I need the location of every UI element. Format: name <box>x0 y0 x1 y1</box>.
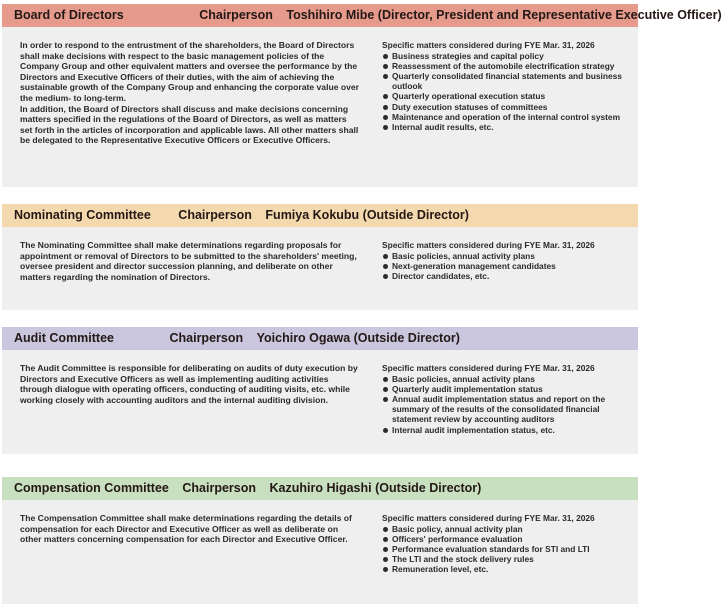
list-item: Reassessment of the automobile electrification strategy <box>382 61 636 71</box>
section-header <box>2 477 638 500</box>
bullet-icon <box>383 397 388 402</box>
specific-matters <box>382 240 636 281</box>
list-item: Basic policies, annual activity plans <box>382 251 636 261</box>
bullet-icon <box>383 254 388 259</box>
description-paragraph: In addition, the Board of Directors shall discuss and make decisions concerning matters specified in the regulations of the Board of Directors, as well as matters set forth in the articles of incorporation and applicable laws. All other matters shall be delegated to the Representative Executive Officers or Executive Officers. <box>20 103 359 146</box>
description-paragraph: The Compensation Committee shall make determinations regarding the details of compensation for each Director and Executive Officer as well as deliberate on other matters concerning compensation for each Director and Executive Officer. <box>20 513 352 545</box>
chairperson-label: Chairperson <box>178 208 252 222</box>
list-item: The LTI and the stock delivery rules <box>382 554 636 564</box>
matters-list <box>382 51 636 132</box>
section-description <box>20 363 360 405</box>
matters-title: Specific matters considered during FYE Mar. 31, 2026 <box>382 40 595 50</box>
specific-matters <box>382 40 636 132</box>
list-item: Performance evaluation standards for STI and LTI <box>382 544 636 554</box>
compensation-committee-section <box>2 477 638 604</box>
matters-title: Specific matters considered during FYE Mar. 31, 2026 <box>382 513 595 523</box>
section-title: Board of Directors <box>14 8 124 22</box>
audit-committee-section <box>2 327 638 454</box>
list-item: Quarterly audit implementation status <box>382 384 636 394</box>
section-header <box>2 204 638 227</box>
list-item: Remuneration level, etc. <box>382 564 636 574</box>
bullet-icon <box>383 64 388 69</box>
matters-title: Specific matters considered during FYE Mar. 31, 2026 <box>382 363 595 373</box>
bullet-icon <box>383 428 388 433</box>
list-item: Annual audit implementation status and report on the summary of the results of the consolidated financial statement review by accounting auditors <box>382 394 636 424</box>
bullet-icon <box>383 125 388 130</box>
section-title: Nominating Committee <box>14 208 151 222</box>
list-item: Duty execution statuses of committees <box>382 102 636 112</box>
description-paragraph: The Nominating Committee shall make determinations regarding proposals for appointment or removal of Directors to be submitted to the shareholders' meeting, oversee president and director succession planning, and deliberate on other matters regarding the nomination of Directors. <box>20 240 357 282</box>
chairperson-label: Chairperson <box>199 8 273 22</box>
chairperson-label: Chairperson <box>169 331 244 345</box>
list-item: Basic policy, annual activity plan <box>382 524 636 534</box>
matters-title: Specific matters considered during FYE Mar. 31, 2026 <box>382 240 595 250</box>
bullet-icon <box>383 54 388 59</box>
section-body <box>2 227 638 310</box>
matters-list <box>382 524 636 574</box>
section-title: Audit Committee <box>14 331 114 345</box>
nominating-committee-section <box>2 204 638 310</box>
bullet-icon <box>383 74 388 79</box>
list-item: Internal audit results, etc. <box>382 122 636 132</box>
specific-matters <box>382 363 636 435</box>
bullet-icon <box>383 264 388 269</box>
description-paragraph: The Audit Committee is responsible for deliberating on audits of duty execution by Directors and Executive Officers as well as implementing auditing activities through dialogue with operating officers, conducting of auditing visits, etc. while working closely with accounting auditors and the internal auditing division. <box>20 363 358 405</box>
list-item: Basic policies, annual activity plans <box>382 374 636 384</box>
bullet-icon <box>383 387 388 392</box>
bullet-icon <box>383 105 388 110</box>
list-item: Maintenance and operation of the internal control system <box>382 112 636 122</box>
section-body <box>2 27 638 187</box>
section-title: Compensation Committee <box>14 481 169 495</box>
board-of-directors-section <box>2 4 722 187</box>
chairperson-name: Toshihiro Mibe (Director, President and Representative Executive Officer) <box>286 8 722 22</box>
description-paragraph: In order to respond to the entrustment of the shareholders, the Board of Directors shall make decisions with respect to the basic management policies of the Company Group and other equivalent matters and oversee the performance by the Directors and Executive Officers of their duties, with the aim of achieving the sustainable growth of the Company Group and enhancing the corporate value over the medium- to long-term. <box>20 40 360 103</box>
chairperson-name: Yoichiro Ogawa (Outside Director) <box>256 331 460 345</box>
section-description <box>20 40 360 146</box>
matters-list <box>382 374 636 435</box>
chairperson-label: Chairperson <box>182 481 257 495</box>
bullet-icon <box>383 537 388 542</box>
specific-matters <box>382 513 636 575</box>
list-item: Officers' performance evaluation <box>382 534 636 544</box>
section-header <box>2 327 638 350</box>
section-body <box>2 350 638 454</box>
list-item: Internal audit implementation status, etc. <box>382 425 636 435</box>
section-header <box>2 4 722 27</box>
section-description <box>20 513 360 545</box>
bullet-icon <box>383 115 388 120</box>
list-item: Quarterly operational execution status <box>382 91 636 101</box>
chairperson-name: Kazuhiro Higashi (Outside Director) <box>269 481 482 495</box>
bullet-icon <box>383 547 388 552</box>
list-item: Quarterly consolidated financial statements and business outlook <box>382 71 636 91</box>
list-item: Business strategies and capital policy <box>382 51 636 61</box>
bullet-icon <box>383 557 388 562</box>
chairperson-name: Fumiya Kokubu (Outside Director) <box>265 208 469 222</box>
section-description <box>20 240 360 282</box>
list-item: Director candidates, etc. <box>382 271 636 281</box>
bullet-icon <box>383 377 388 382</box>
section-body <box>2 500 638 604</box>
bullet-icon <box>383 527 388 532</box>
bullet-icon <box>383 274 388 279</box>
list-item: Next-generation management candidates <box>382 261 636 271</box>
bullet-icon <box>383 567 388 572</box>
bullet-icon <box>383 94 388 99</box>
matters-list <box>382 251 636 281</box>
